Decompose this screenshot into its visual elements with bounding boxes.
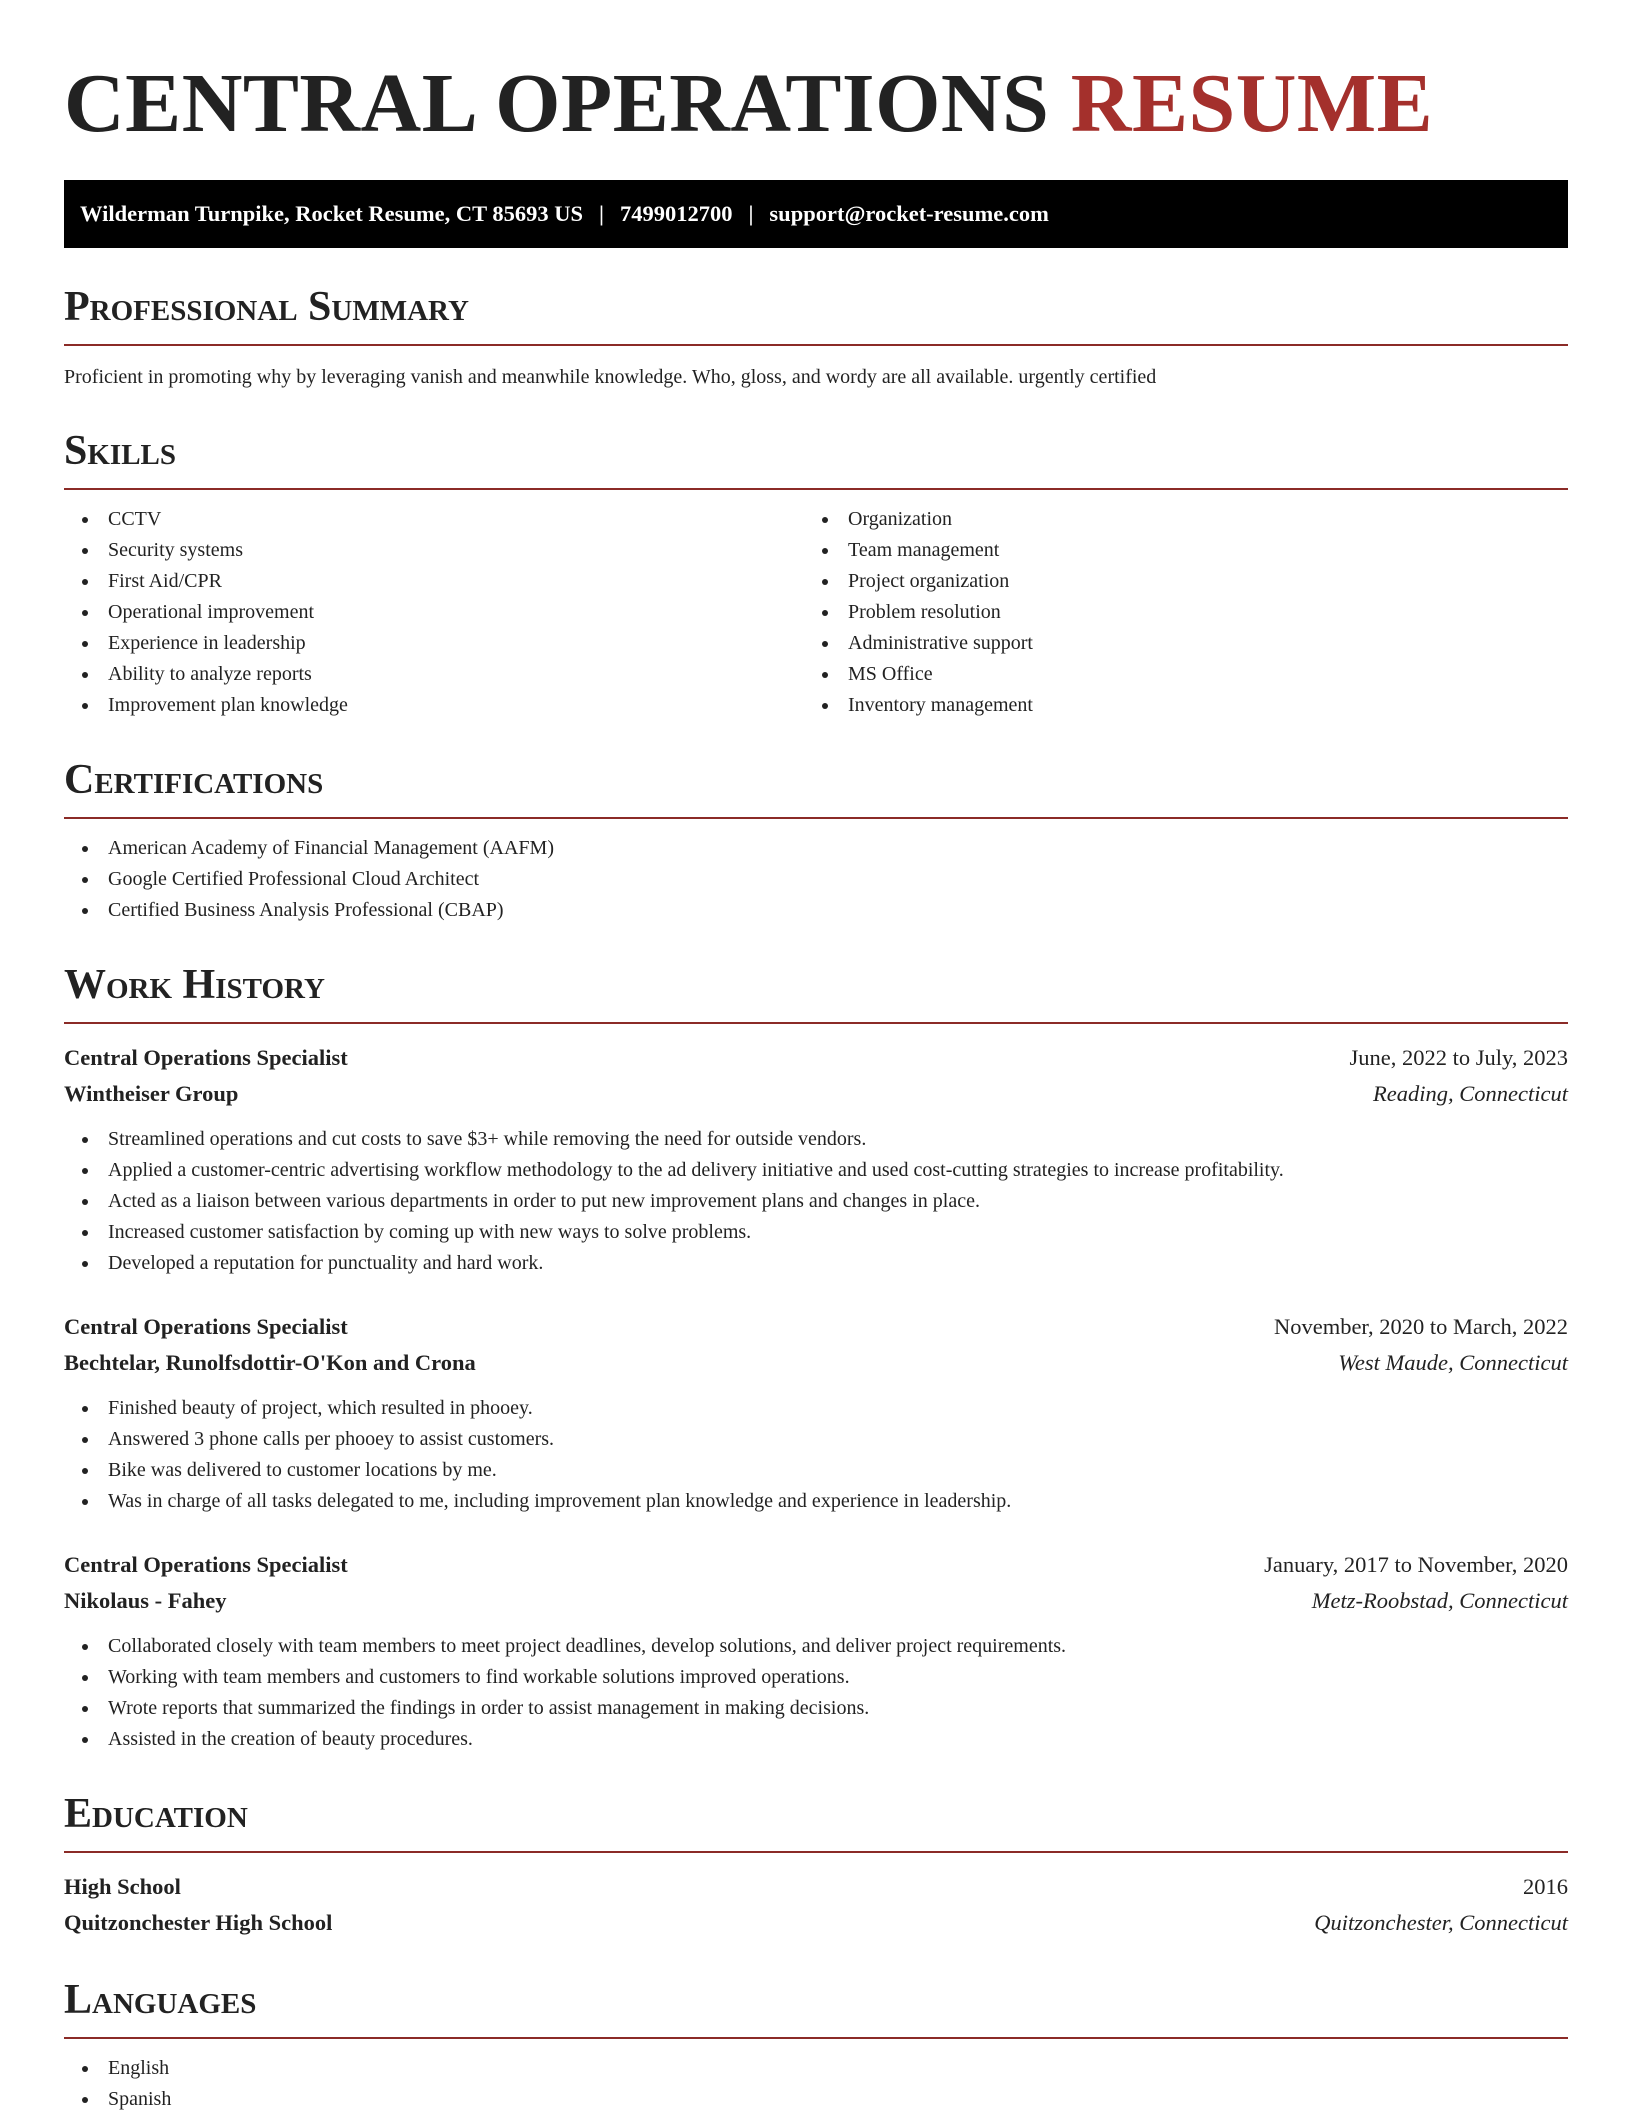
job-bullets (64, 1393, 1568, 1517)
job-company-row (64, 1345, 1568, 1381)
certifications-heading: Certifications (64, 757, 1568, 819)
skills-grid (64, 490, 1568, 721)
certifications-section (64, 757, 1568, 926)
contact-bar (64, 180, 1568, 248)
skill-item: Ability to analyze reports (64, 659, 804, 690)
contact-email: support@rocket-resume.com (769, 201, 1049, 226)
job-bullet: Assisted in the creation of beauty procedures. (64, 1724, 1568, 1755)
skills-heading: Skills (64, 428, 1568, 490)
job-bullet: Increased customer satisfaction by coming up with new ways to solve problems. (64, 1217, 1568, 1248)
job-dates: June, 2022 to July, 2023 (1349, 1045, 1568, 1070)
job-dates: January, 2017 to November, 2020 (1264, 1552, 1568, 1577)
education-section (64, 1791, 1568, 1941)
job-company-row (64, 1583, 1568, 1619)
education-degree-row (64, 1869, 1568, 1905)
job-location: West Maude, Connecticut (1338, 1350, 1568, 1375)
job-bullet: Bike was delivered to customer locations by me. (64, 1455, 1568, 1486)
job-bullets (64, 1631, 1568, 1755)
job-location: Metz-Roobstad, Connecticut (1311, 1588, 1568, 1613)
skills-list-left (64, 504, 804, 721)
job-company: Wintheiser Group (64, 1081, 239, 1106)
job-company-row (64, 1076, 1568, 1112)
contact-separator: | (598, 201, 604, 226)
work-history-heading: Work History (64, 962, 1568, 1024)
certification-item: Certified Business Analysis Professional (CBAP) (64, 895, 1568, 926)
title-accent: RESUME (1070, 57, 1434, 150)
job-bullet: Wrote reports that summarized the findings in order to assist management in making decisions. (64, 1693, 1568, 1724)
language-item: English (64, 2053, 1568, 2084)
skill-item: Improvement plan knowledge (64, 690, 804, 721)
job-bullet: Applied a customer-centric advertising workflow methodology to the ad delivery initiative and used cost-cutting strategies to increase profitability. (64, 1155, 1568, 1186)
skill-item: Organization (804, 504, 1544, 535)
skill-item: Team management (804, 535, 1544, 566)
work-history-section (64, 962, 1568, 1755)
job-title: Central Operations Specialist (64, 1314, 348, 1339)
certification-item: Google Certified Professional Cloud Architect (64, 864, 1568, 895)
skill-item: Security systems (64, 535, 804, 566)
job-bullets (64, 1124, 1568, 1279)
title-main: CENTRAL OPERATIONS (64, 57, 1050, 150)
skill-item: Project organization (804, 566, 1544, 597)
education-year: 2016 (1523, 1874, 1568, 1899)
job-title: Central Operations Specialist (64, 1552, 348, 1577)
summary-heading: Professional Summary (64, 284, 1568, 346)
education-school: Quitzonchester High School (64, 1910, 333, 1935)
summary-text: Proficient in promoting why by leveraging vanish and meanwhile knowledge. Who, gloss, and wordy are all available. urgently certified (64, 366, 1157, 388)
skill-item: MS Office (804, 659, 1544, 690)
education-location: Quitzonchester, Connecticut (1314, 1910, 1568, 1935)
skill-item: First Aid/CPR (64, 566, 804, 597)
job-bullet: Developed a reputation for punctuality and hard work. (64, 1248, 1568, 1279)
language-item: Spanish (64, 2084, 1568, 2115)
job-company: Nikolaus - Fahey (64, 1588, 227, 1613)
job-company: Bechtelar, Runolfsdottir-O'Kon and Crona (64, 1350, 476, 1375)
job-entry (64, 1547, 1568, 1755)
job-bullet: Working with team members and customers to find workable solutions improved operations. (64, 1662, 1568, 1693)
contact-separator: | (748, 201, 754, 226)
certification-item: American Academy of Financial Management (AAFM) (64, 833, 1568, 864)
certifications-list (64, 833, 1568, 926)
job-title-row (64, 1309, 1568, 1345)
skill-item: Inventory management (804, 690, 1544, 721)
job-bullet: Streamlined operations and cut costs to save $3+ while removing the need for outside vendors. (64, 1124, 1568, 1155)
job-bullet: Finished beauty of project, which resulted in phooey. (64, 1393, 1568, 1424)
languages-heading: Languages (64, 1977, 1568, 2039)
job-location: Reading, Connecticut (1373, 1081, 1568, 1106)
skill-item: Administrative support (804, 628, 1544, 659)
skill-item: Problem resolution (804, 597, 1544, 628)
summary-section (64, 284, 1568, 392)
job-title: Central Operations Specialist (64, 1045, 348, 1070)
job-bullet: Answered 3 phone calls per phooey to assist customers. (64, 1424, 1568, 1455)
contact-phone: 7499012700 (619, 201, 733, 226)
skills-section (64, 428, 1568, 721)
skill-item: CCTV (64, 504, 804, 535)
job-bullet: Acted as a liaison between various departments in order to put new improvement plans and changes in place. (64, 1186, 1568, 1217)
job-title-row (64, 1547, 1568, 1583)
education-school-row (64, 1905, 1568, 1941)
education-entry (64, 1869, 1568, 1941)
languages-list (64, 2053, 1568, 2115)
skills-list-right (804, 504, 1544, 721)
resume-title (64, 58, 1568, 150)
education-heading: Education (64, 1791, 1568, 1853)
skill-item: Operational improvement (64, 597, 804, 628)
job-dates: November, 2020 to March, 2022 (1273, 1314, 1568, 1339)
languages-section (64, 1977, 1568, 2115)
education-degree: High School (64, 1874, 181, 1899)
skill-item: Experience in leadership (64, 628, 804, 659)
job-entry (64, 1040, 1568, 1279)
job-entry (64, 1309, 1568, 1517)
job-bullet: Was in charge of all tasks delegated to me, including improvement plan knowledge and experience in leadership. (64, 1486, 1568, 1517)
job-title-row (64, 1040, 1568, 1076)
contact-address: Wilderman Turnpike, Rocket Resume, CT 85693 US (80, 201, 583, 226)
resume-page (64, 0, 1568, 2115)
job-bullet: Collaborated closely with team members to meet project deadlines, develop solutions, and deliver project requirements. (64, 1631, 1568, 1662)
